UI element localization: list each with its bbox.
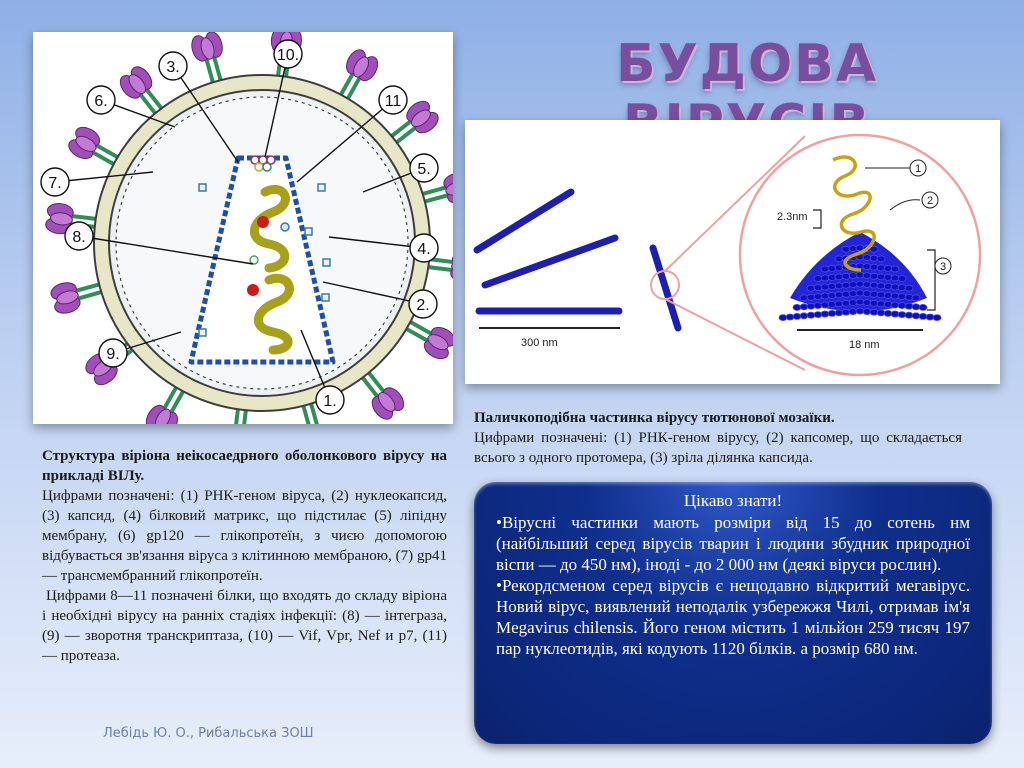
scale-label-right: 18 nm — [849, 339, 880, 351]
vif-vpr-nef-proteins — [251, 156, 275, 171]
enzyme-dot-4 — [247, 284, 259, 296]
interesting-facts-box — [474, 482, 992, 744]
tmv-caption-heading: Паличкоподібна частинка вірусу тютюнової мозаїки. — [474, 410, 835, 426]
hiv-caption-para1: Цифрами позначені: (1) РНК-геном віруса, (2) нуклеокапсид, (3) капсид, (4) білковий матрикс, що підстилає (5) ліпідну мембрану, (6) gp120 — глікопротеїн, з чиєю допомогою відбувається зв'язання віруса з клітинною мембраною, (7) gp41 — трансмембранний глікопротеїн. — [42, 488, 447, 584]
hiv-caption-para2: Цифрами 8—11 позначені білки, що входять до складу віріона і необхідні вірусу на ранніх стадіях інфекції: (8) — інтеграза, (9) — зворотня транскриптаза, (10) — Vif, Vpr, Nef и p7, (11) — протеаза. — [42, 588, 451, 664]
capsomer — [891, 266, 899, 272]
slide-title: БУДОВА — [615, 34, 879, 94]
capsomer — [933, 315, 941, 321]
capsomer — [877, 256, 885, 262]
capsomer — [898, 276, 906, 282]
info-para1: •Вірусні частинки мають розміри від 15 до сотень нм (найбільший серед вірусів тварин і людини збудник природної віспи — до 450 нм), іноді - до 2 000 нм (деякі віруси рослин). — [496, 513, 970, 574]
tmv-diagram — [465, 120, 1000, 384]
enzyme-dot-3 — [281, 223, 289, 231]
scale-label-left: 300 nm — [521, 337, 558, 349]
hiv-label-2: 2. — [416, 297, 430, 314]
info-para2: •Рекордсменом серед вірусів є нещодавно відкритий мегавірус. Новий вірус, виявлений неподалік узбережжя Чилі, отримав ім'я Megavirus chilensis. Його геном містить 1 мільйон 259 тисяч 197 пар нуклеотидів, які кодують 1120 білків. а розмір 680 нм. — [496, 576, 970, 658]
author-footer: Лебідь Ю. О., Рибальська ЗОШ — [103, 726, 314, 741]
info-heading: Цікаво знати! — [683, 491, 783, 510]
hiv-label-7: 7. — [48, 175, 62, 192]
hiv-label-6: 6. — [94, 93, 108, 110]
hiv-label-1: 1. — [323, 393, 337, 410]
hiv-caption-heading: Структура віріона неікосаедрного оболонкового вірусу на прикладі ВІЛу. — [42, 448, 447, 484]
tmv-label-1: 1 — [914, 163, 922, 175]
capsomer — [912, 295, 920, 301]
hiv-diagram-svg — [33, 32, 453, 424]
hiv-label-8: 8. — [72, 229, 86, 246]
hiv-label-4: 4. — [417, 241, 431, 258]
tmv-label-2: 2 — [926, 195, 934, 207]
hiv-label-5: 5. — [417, 161, 431, 178]
hiv-virion-diagram — [33, 32, 453, 424]
tmv-rods — [477, 192, 678, 328]
hiv-label-11: 11 — [384, 93, 402, 110]
hiv-label-9: 9. — [106, 346, 120, 363]
enzyme-dot-2 — [250, 256, 258, 264]
tmv-label-3: 3 — [939, 261, 947, 273]
hiv-label-3: 3. — [166, 59, 180, 76]
hiv-label-10: 10. — [276, 47, 300, 64]
tmv-caption-para: Цифрами позначені: (1) РНК-геном вірусу, (2) капсомер, що складається всього з одного протомера, (3) зріла ділянка капсида. — [474, 430, 962, 466]
glycoprotein-spike — [49, 274, 104, 316]
glycoprotein-spike — [189, 32, 231, 85]
hiv-caption — [42, 446, 451, 666]
tmv-caption — [474, 408, 962, 468]
capsomer — [919, 304, 927, 310]
dimension-label: 2.3nm — [777, 211, 808, 223]
enzyme-dot-1 — [257, 216, 269, 228]
tmv-diagram-svg — [465, 120, 1000, 384]
capsomer — [905, 285, 913, 291]
